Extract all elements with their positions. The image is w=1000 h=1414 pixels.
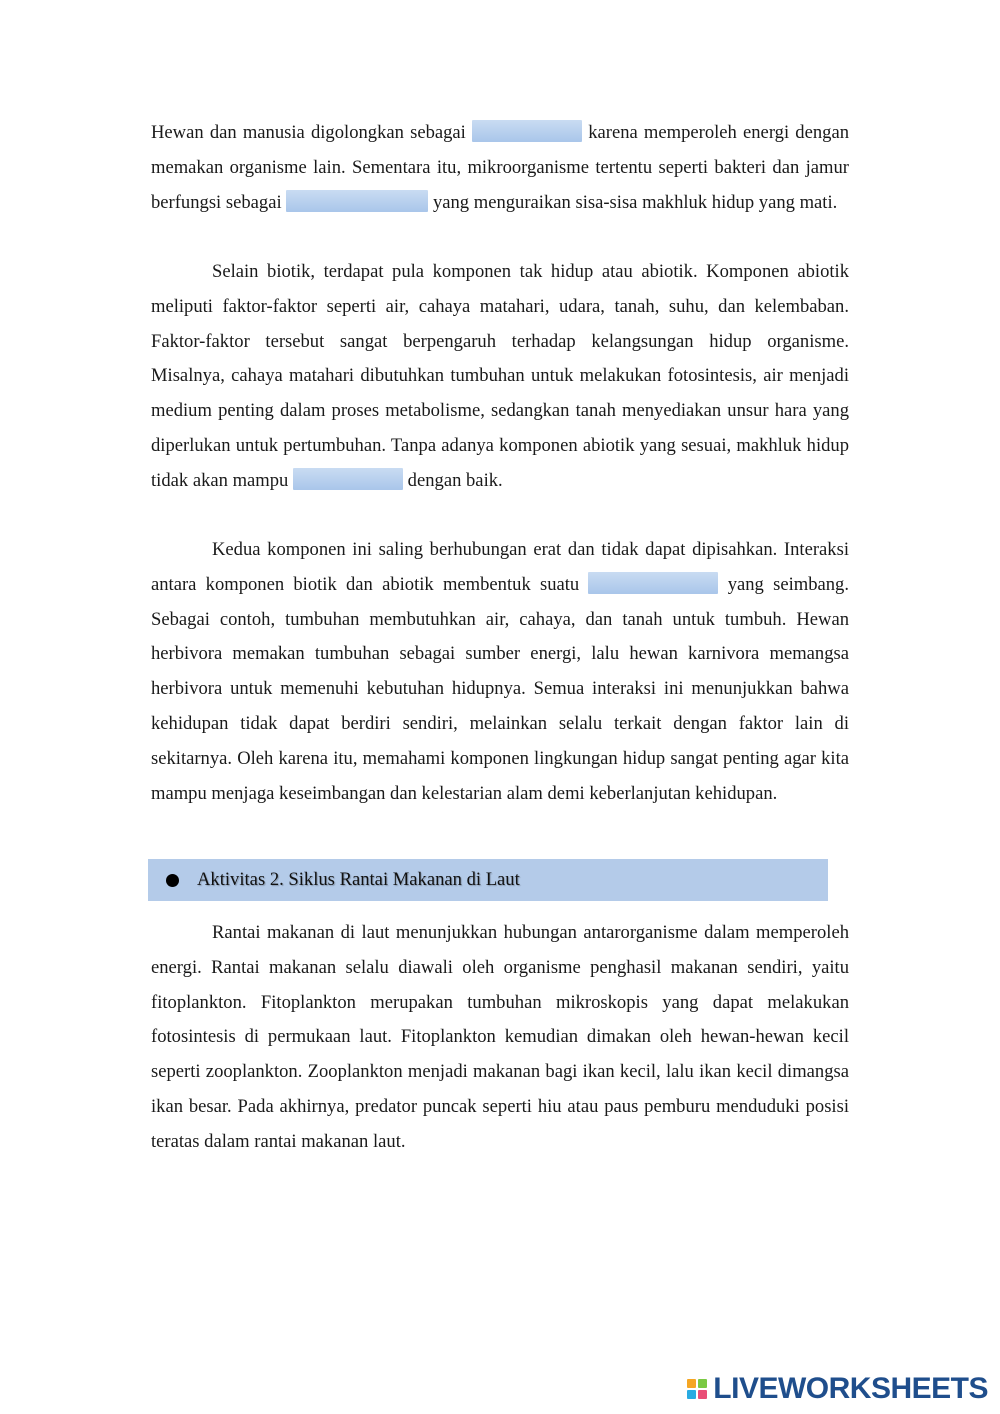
paragraph3-text-1: Kedua komponen ini saling berhubungan erat dan tidak dapat dipisahkan. Interaksi antara komponen biotik dan abiotik membentuk suatu (151, 539, 849, 595)
liveworksheets-grid-icon (687, 1379, 707, 1399)
section-title: Aktivitas 2. Siklus Rantai Makanan di Laut (197, 869, 520, 890)
paragraph2-text-1: Selain biotik, terdapat pula komponen tak hidup atau abiotik. Komponen abiotik meliputi faktor-faktor seperti air, cahaya matahari, udara, tanah, suhu, dan kelembaban. Faktor-faktor tersebut sangat berpengaruh terhadap kelangsungan hidup organisme. Misalnya, cahaya matahari dibutuhkan tumbuhan untuk melakukan fotosintesis, air menjadi medium penting dalam proses metabolisme, sedangkan tanah menyediakan unsur hara yang diperlukan untuk pertumbuhan. Tanpa adanya komponen abiotik yang sesuai, makhluk hidup tidak akan mampu (151, 261, 849, 491)
liveworksheets-logo[interactable] (687, 1372, 988, 1406)
answer-blank-3[interactable] (293, 468, 403, 490)
paragraph3-text-2: yang seimbang. Sebagai contoh, tumbuhan membutuhkan air, cahaya, dan tanah untuk tumbuh. Hewan herbivora memakan tumbuhan sebagai sumber energi, lalu hewan karnivora memangsa herbivora untuk memenuhi kebutuhan hidupnya. Semua interaksi ini menunjukkan bahwa kehidupan tidak dapat berdiri sendiri, melainkan selalu terkait dengan faktor lain di sekitarnya. Oleh karena itu, memahami komponen lingkungan hidup sangat penting agar kita mampu menjaga keseimbangan dan kelestarian alam demi keberlanjutan kehidupan. (151, 573, 849, 804)
paragraph1-text-3: yang menguraikan sisa-sisa makhluk hidup yang mati. (432, 191, 838, 213)
paragraph-marine-food-chain: Rantai makanan di laut menunjukkan hubungan antarorganisme dalam memperoleh energi. Rantai makanan selalu diawali oleh organisme penghasil makanan sendiri, yaitu fitoplankton. Fitoplankton merupakan tumbuhan mikroskopis yang dapat melakukan fotosintesis di permukaan laut. Fitoplankton kemudian dimakan oleh hewan-hewan kecil seperti zooplankton. Zooplankton menjadi makanan bagi ikan kecil, lalu ikan kecil dimangsa ikan besar. Pada akhirnya, predator puncak seperti hiu atau paus pemburu menduduki posisi teratas dalam rantai makanan laut. (151, 922, 849, 1152)
paragraph-consumers-decomposers (151, 116, 849, 220)
paragraph1-text-1: Hewan dan manusia digolongkan sebagai (151, 122, 466, 143)
section-header-activity-2 (148, 859, 828, 901)
bullet-icon (166, 874, 179, 887)
paragraph-abiotic (151, 255, 849, 499)
answer-blank-4[interactable] (588, 572, 718, 594)
paragraph1-text-2: karena memperoleh energi dengan memakan organisme lain. Sementara itu, mikroorganisme tertentu seperti bakteri dan jamur berfungsi sebagai (151, 122, 849, 213)
answer-blank-1[interactable] (472, 120, 582, 142)
answer-blank-2[interactable] (286, 190, 428, 212)
brand-name: LIVEWORKSHEETS (713, 1372, 988, 1405)
paragraph-interaction (151, 533, 849, 811)
paragraph2-text-2: dengan baik. (407, 469, 503, 491)
